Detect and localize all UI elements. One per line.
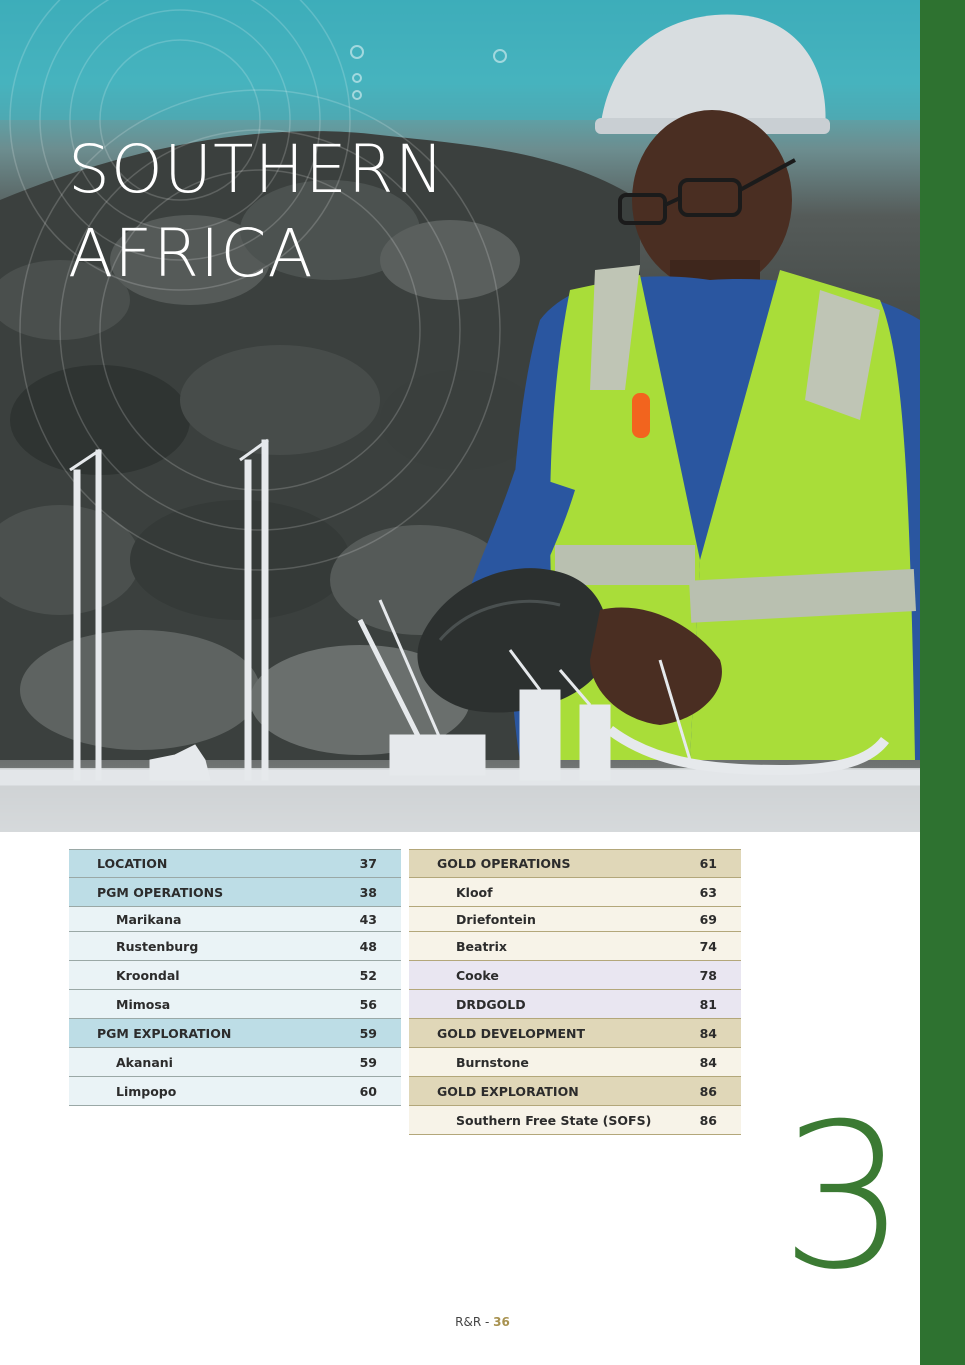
toc-row-cooke[interactable] bbox=[409, 961, 741, 990]
toc-label: Mimosa bbox=[116, 996, 171, 1012]
toc-page: 81 bbox=[699, 996, 717, 1012]
toc-page: 43 bbox=[359, 911, 377, 927]
toc-label: Limpopo bbox=[116, 1083, 177, 1099]
toc-label: DRDGOLD bbox=[456, 996, 526, 1012]
toc-page: 56 bbox=[359, 996, 377, 1012]
toc-label: Marikana bbox=[116, 911, 182, 927]
toc-page: 59 bbox=[359, 1054, 377, 1070]
toc-label: Southern Free State (SOFS) bbox=[456, 1112, 652, 1128]
toc-label: PGM OPERATIONS bbox=[97, 884, 224, 900]
toc-page: 48 bbox=[359, 938, 377, 954]
title-line-1: SOUTHERN bbox=[68, 131, 446, 208]
toc-row-beatrix[interactable] bbox=[409, 932, 741, 961]
toc-row-limpopo[interactable] bbox=[69, 1077, 401, 1106]
toc-row-akanani[interactable] bbox=[69, 1048, 401, 1077]
title-line-2: AFRICA bbox=[68, 215, 314, 292]
toc-row-mimosa[interactable] bbox=[69, 990, 401, 1019]
toc-page: 37 bbox=[359, 856, 377, 871]
toc-page: 63 bbox=[699, 884, 717, 900]
footer-page-number: 36 bbox=[493, 1315, 510, 1329]
toc-page: 59 bbox=[359, 1025, 377, 1041]
toc-label: Beatrix bbox=[456, 938, 507, 954]
toc-page: 61 bbox=[699, 856, 717, 871]
toc-label: Kloof bbox=[456, 884, 493, 900]
toc-label: GOLD OPERATIONS bbox=[437, 856, 571, 871]
toc-row-gold-operations[interactable] bbox=[409, 849, 741, 878]
toc-row-pgm-operations[interactable] bbox=[69, 878, 401, 907]
toc-label: LOCATION bbox=[97, 856, 168, 871]
toc-row-location[interactable] bbox=[69, 849, 401, 878]
toc-row-driefontein[interactable] bbox=[409, 907, 741, 932]
toc-row-marikana[interactable] bbox=[69, 907, 401, 932]
toc-row-sofs[interactable] bbox=[409, 1106, 741, 1135]
toc-row-burnstone[interactable] bbox=[409, 1048, 741, 1077]
toc-label: Burnstone bbox=[456, 1054, 529, 1070]
toc-page: 86 bbox=[699, 1112, 717, 1128]
toc-label: Akanani bbox=[116, 1054, 173, 1070]
toc-label: Kroondal bbox=[116, 967, 180, 983]
page-title bbox=[68, 128, 445, 296]
toc-row-gold-development[interactable] bbox=[409, 1019, 741, 1048]
toc-page: 38 bbox=[359, 884, 377, 900]
toc-label: PGM EXPLORATION bbox=[97, 1025, 232, 1041]
page-footer bbox=[0, 1315, 965, 1329]
toc-row-gold-exploration[interactable] bbox=[409, 1077, 741, 1106]
toc-page: 52 bbox=[359, 967, 377, 983]
toc-page: 78 bbox=[699, 967, 717, 983]
toc-gold-table bbox=[409, 849, 741, 1135]
toc-label: GOLD EXPLORATION bbox=[437, 1083, 579, 1099]
toc-page: 74 bbox=[699, 938, 717, 954]
toc-row-rustenburg[interactable] bbox=[69, 932, 401, 961]
toc-row-kloof[interactable] bbox=[409, 878, 741, 907]
footer-prefix: R&R - bbox=[455, 1315, 494, 1329]
toc-label: Cooke bbox=[456, 967, 499, 983]
toc-page: 84 bbox=[699, 1025, 717, 1041]
toc-row-drdgold[interactable] bbox=[409, 990, 741, 1019]
toc-row-pgm-exploration[interactable] bbox=[69, 1019, 401, 1048]
toc-label: Rustenburg bbox=[116, 938, 199, 954]
side-accent-bar bbox=[920, 0, 965, 1365]
toc-page: 86 bbox=[699, 1083, 717, 1099]
toc-label: Driefontein bbox=[456, 911, 536, 927]
toc-page: 60 bbox=[359, 1083, 377, 1099]
toc-label: GOLD DEVELOPMENT bbox=[437, 1025, 585, 1041]
toc-page: 84 bbox=[699, 1054, 717, 1070]
toc-page: 69 bbox=[699, 911, 717, 927]
toc-pgm-table bbox=[69, 849, 401, 1106]
section-number: 3 bbox=[780, 1081, 908, 1314]
toc-row-kroondal[interactable] bbox=[69, 961, 401, 990]
